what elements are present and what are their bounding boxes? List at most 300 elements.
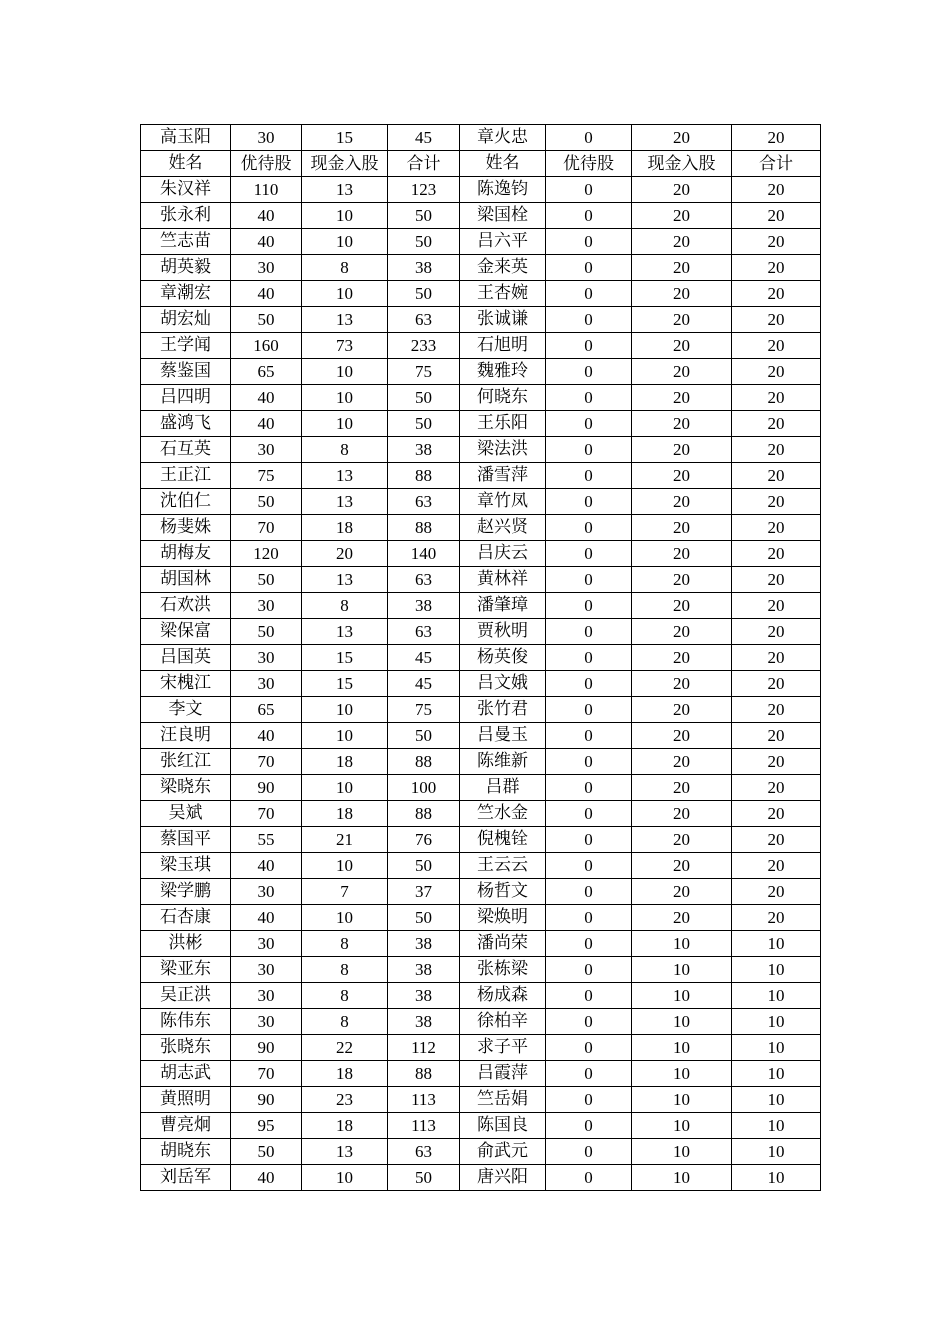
table-row xyxy=(141,203,821,229)
table-row xyxy=(141,255,821,281)
right-cash-shares-cell: 20 xyxy=(632,775,732,801)
right-name-cell: 金来英 xyxy=(460,255,546,281)
left-cash-shares-cell: 10 xyxy=(302,385,388,411)
left-total-cell: 50 xyxy=(388,723,460,749)
right-total-cell: 20 xyxy=(732,723,821,749)
right-cash-shares-cell: 10 xyxy=(632,1009,732,1035)
left-cash-shares-cell: 13 xyxy=(302,619,388,645)
right-name-cell: 梁法洪 xyxy=(460,437,546,463)
table-row xyxy=(141,1165,821,1191)
right-name-cell: 王杏婉 xyxy=(460,281,546,307)
right-cash-shares-cell: 20 xyxy=(632,177,732,203)
left-total-cell: 63 xyxy=(388,1139,460,1165)
left-name-cell: 吴斌 xyxy=(141,801,231,827)
right-total-cell: 20 xyxy=(732,333,821,359)
right-cash-shares-cell: 20 xyxy=(632,593,732,619)
left-total-cell: 50 xyxy=(388,905,460,931)
right-total-cell: 10 xyxy=(732,1061,821,1087)
left-cash-shares-cell: 8 xyxy=(302,931,388,957)
table-row xyxy=(141,931,821,957)
left-cash-shares-cell: 13 xyxy=(302,177,388,203)
left-name-cell: 梁学鹏 xyxy=(141,879,231,905)
left-preferential-shares-cell: 30 xyxy=(231,593,302,619)
right-preferential-shares-cell: 0 xyxy=(546,1061,632,1087)
table-row xyxy=(141,463,821,489)
left-name-cell: 梁亚东 xyxy=(141,957,231,983)
left-preferential-shares-cell: 30 xyxy=(231,1009,302,1035)
right-cash-shares-cell: 20 xyxy=(632,489,732,515)
left-cash-shares-cell: 现金入股 xyxy=(302,151,388,177)
left-name-cell: 胡志武 xyxy=(141,1061,231,1087)
table-row xyxy=(141,125,821,151)
table-row xyxy=(141,281,821,307)
right-name-cell: 吕群 xyxy=(460,775,546,801)
left-preferential-shares-cell: 70 xyxy=(231,515,302,541)
right-name-cell: 石旭明 xyxy=(460,333,546,359)
left-total-cell: 88 xyxy=(388,463,460,489)
left-name-cell: 张红江 xyxy=(141,749,231,775)
right-preferential-shares-cell: 0 xyxy=(546,1035,632,1061)
right-name-cell: 竺水金 xyxy=(460,801,546,827)
right-total-cell: 合计 xyxy=(732,151,821,177)
table-row xyxy=(141,229,821,255)
left-cash-shares-cell: 10 xyxy=(302,697,388,723)
left-cash-shares-cell: 18 xyxy=(302,801,388,827)
right-preferential-shares-cell: 0 xyxy=(546,931,632,957)
left-preferential-shares-cell: 70 xyxy=(231,801,302,827)
left-cash-shares-cell: 8 xyxy=(302,957,388,983)
table-row xyxy=(141,723,821,749)
table-row xyxy=(141,437,821,463)
right-preferential-shares-cell: 0 xyxy=(546,411,632,437)
left-total-cell: 63 xyxy=(388,619,460,645)
left-total-cell: 63 xyxy=(388,307,460,333)
left-name-cell: 姓名 xyxy=(141,151,231,177)
right-cash-shares-cell: 20 xyxy=(632,879,732,905)
left-preferential-shares-cell: 65 xyxy=(231,359,302,385)
left-total-cell: 75 xyxy=(388,697,460,723)
left-name-cell: 石互英 xyxy=(141,437,231,463)
right-total-cell: 20 xyxy=(732,177,821,203)
left-total-cell: 123 xyxy=(388,177,460,203)
right-name-cell: 梁国栓 xyxy=(460,203,546,229)
right-name-cell: 梁焕明 xyxy=(460,905,546,931)
table-row xyxy=(141,801,821,827)
right-total-cell: 10 xyxy=(732,1087,821,1113)
left-total-cell: 76 xyxy=(388,827,460,853)
right-cash-shares-cell: 10 xyxy=(632,1139,732,1165)
right-preferential-shares-cell: 0 xyxy=(546,1139,632,1165)
share-table xyxy=(140,124,821,1191)
left-cash-shares-cell: 23 xyxy=(302,1087,388,1113)
right-name-cell: 吕庆云 xyxy=(460,541,546,567)
table-row xyxy=(141,1087,821,1113)
left-preferential-shares-cell: 50 xyxy=(231,567,302,593)
right-preferential-shares-cell: 0 xyxy=(546,1113,632,1139)
right-name-cell: 潘雪萍 xyxy=(460,463,546,489)
table-body xyxy=(141,125,821,1191)
left-preferential-shares-cell: 75 xyxy=(231,463,302,489)
left-total-cell: 50 xyxy=(388,1165,460,1191)
left-cash-shares-cell: 8 xyxy=(302,255,388,281)
right-cash-shares-cell: 10 xyxy=(632,1087,732,1113)
left-total-cell: 112 xyxy=(388,1035,460,1061)
left-preferential-shares-cell: 30 xyxy=(231,671,302,697)
table-row xyxy=(141,177,821,203)
right-cash-shares-cell: 20 xyxy=(632,619,732,645)
right-cash-shares-cell: 10 xyxy=(632,1113,732,1139)
right-name-cell: 俞武元 xyxy=(460,1139,546,1165)
left-cash-shares-cell: 10 xyxy=(302,359,388,385)
right-preferential-shares-cell: 0 xyxy=(546,749,632,775)
right-cash-shares-cell: 20 xyxy=(632,385,732,411)
right-preferential-shares-cell: 0 xyxy=(546,307,632,333)
right-name-cell: 杨成森 xyxy=(460,983,546,1009)
left-name-cell: 李文 xyxy=(141,697,231,723)
right-cash-shares-cell: 20 xyxy=(632,749,732,775)
left-cash-shares-cell: 10 xyxy=(302,853,388,879)
right-name-cell: 吕霞萍 xyxy=(460,1061,546,1087)
right-total-cell: 20 xyxy=(732,229,821,255)
left-cash-shares-cell: 10 xyxy=(302,281,388,307)
right-preferential-shares-cell: 0 xyxy=(546,801,632,827)
left-name-cell: 盛鸿飞 xyxy=(141,411,231,437)
table-row xyxy=(141,567,821,593)
left-total-cell: 37 xyxy=(388,879,460,905)
left-cash-shares-cell: 7 xyxy=(302,879,388,905)
left-preferential-shares-cell: 30 xyxy=(231,957,302,983)
table-row xyxy=(141,1035,821,1061)
right-name-cell: 吕六平 xyxy=(460,229,546,255)
right-total-cell: 20 xyxy=(732,281,821,307)
left-total-cell: 50 xyxy=(388,281,460,307)
left-cash-shares-cell: 10 xyxy=(302,723,388,749)
right-total-cell: 20 xyxy=(732,593,821,619)
right-name-cell: 陈维新 xyxy=(460,749,546,775)
right-total-cell: 10 xyxy=(732,931,821,957)
right-total-cell: 20 xyxy=(732,749,821,775)
table-row xyxy=(141,489,821,515)
right-cash-shares-cell: 20 xyxy=(632,281,732,307)
left-total-cell: 88 xyxy=(388,1061,460,1087)
right-cash-shares-cell: 20 xyxy=(632,359,732,385)
left-total-cell: 38 xyxy=(388,1009,460,1035)
left-name-cell: 梁晓东 xyxy=(141,775,231,801)
right-total-cell: 20 xyxy=(732,801,821,827)
left-preferential-shares-cell: 30 xyxy=(231,437,302,463)
right-total-cell: 10 xyxy=(732,1113,821,1139)
left-name-cell: 杨斐姝 xyxy=(141,515,231,541)
right-name-cell: 张竹君 xyxy=(460,697,546,723)
left-preferential-shares-cell: 160 xyxy=(231,333,302,359)
table-row xyxy=(141,905,821,931)
right-total-cell: 20 xyxy=(732,255,821,281)
left-name-cell: 胡梅友 xyxy=(141,541,231,567)
right-cash-shares-cell: 20 xyxy=(632,255,732,281)
right-total-cell: 10 xyxy=(732,983,821,1009)
left-name-cell: 王正江 xyxy=(141,463,231,489)
left-total-cell: 75 xyxy=(388,359,460,385)
table-row xyxy=(141,1061,821,1087)
right-cash-shares-cell: 20 xyxy=(632,125,732,151)
left-name-cell: 朱汉祥 xyxy=(141,177,231,203)
left-name-cell: 王学闻 xyxy=(141,333,231,359)
right-preferential-shares-cell: 0 xyxy=(546,723,632,749)
right-name-cell: 竺岳娟 xyxy=(460,1087,546,1113)
right-preferential-shares-cell: 0 xyxy=(546,385,632,411)
left-cash-shares-cell: 20 xyxy=(302,541,388,567)
right-preferential-shares-cell: 0 xyxy=(546,827,632,853)
left-total-cell: 38 xyxy=(388,437,460,463)
right-cash-shares-cell: 20 xyxy=(632,645,732,671)
left-preferential-shares-cell: 95 xyxy=(231,1113,302,1139)
left-name-cell: 胡晓东 xyxy=(141,1139,231,1165)
left-total-cell: 233 xyxy=(388,333,460,359)
right-name-cell: 王乐阳 xyxy=(460,411,546,437)
right-cash-shares-cell: 现金入股 xyxy=(632,151,732,177)
table-row xyxy=(141,307,821,333)
right-preferential-shares-cell: 0 xyxy=(546,1165,632,1191)
right-preferential-shares-cell: 0 xyxy=(546,203,632,229)
left-total-cell: 140 xyxy=(388,541,460,567)
table-row xyxy=(141,515,821,541)
left-preferential-shares-cell: 30 xyxy=(231,931,302,957)
header-row xyxy=(141,151,821,177)
right-total-cell: 20 xyxy=(732,697,821,723)
left-name-cell: 汪良明 xyxy=(141,723,231,749)
table-row xyxy=(141,359,821,385)
left-total-cell: 88 xyxy=(388,515,460,541)
right-preferential-shares-cell: 0 xyxy=(546,229,632,255)
table-row xyxy=(141,1009,821,1035)
left-cash-shares-cell: 13 xyxy=(302,463,388,489)
table-row xyxy=(141,593,821,619)
table-row xyxy=(141,1113,821,1139)
left-cash-shares-cell: 15 xyxy=(302,645,388,671)
right-total-cell: 20 xyxy=(732,437,821,463)
right-preferential-shares-cell: 0 xyxy=(546,567,632,593)
right-name-cell: 黄林祥 xyxy=(460,567,546,593)
left-total-cell: 38 xyxy=(388,255,460,281)
right-name-cell: 潘尚荣 xyxy=(460,931,546,957)
left-total-cell: 88 xyxy=(388,801,460,827)
left-preferential-shares-cell: 120 xyxy=(231,541,302,567)
table-row xyxy=(141,827,821,853)
right-total-cell: 20 xyxy=(732,463,821,489)
right-total-cell: 20 xyxy=(732,619,821,645)
right-name-cell: 杨英俊 xyxy=(460,645,546,671)
right-preferential-shares-cell: 0 xyxy=(546,281,632,307)
right-name-cell: 杨哲文 xyxy=(460,879,546,905)
left-name-cell: 蔡国平 xyxy=(141,827,231,853)
left-cash-shares-cell: 8 xyxy=(302,593,388,619)
left-preferential-shares-cell: 40 xyxy=(231,411,302,437)
right-preferential-shares-cell: 0 xyxy=(546,515,632,541)
right-cash-shares-cell: 20 xyxy=(632,697,732,723)
right-preferential-shares-cell: 0 xyxy=(546,125,632,151)
right-preferential-shares-cell: 0 xyxy=(546,671,632,697)
left-name-cell: 胡宏灿 xyxy=(141,307,231,333)
right-preferential-shares-cell: 0 xyxy=(546,645,632,671)
right-total-cell: 20 xyxy=(732,385,821,411)
right-name-cell: 倪槐铨 xyxy=(460,827,546,853)
left-preferential-shares-cell: 40 xyxy=(231,1165,302,1191)
left-total-cell: 50 xyxy=(388,853,460,879)
right-name-cell: 魏雅玲 xyxy=(460,359,546,385)
left-preferential-shares-cell: 30 xyxy=(231,983,302,1009)
right-total-cell: 20 xyxy=(732,307,821,333)
right-cash-shares-cell: 20 xyxy=(632,515,732,541)
right-name-cell: 吕文娥 xyxy=(460,671,546,697)
right-total-cell: 10 xyxy=(732,1165,821,1191)
left-total-cell: 38 xyxy=(388,593,460,619)
left-preferential-shares-cell: 50 xyxy=(231,307,302,333)
left-total-cell: 45 xyxy=(388,645,460,671)
left-preferential-shares-cell: 40 xyxy=(231,723,302,749)
right-total-cell: 10 xyxy=(732,1139,821,1165)
left-name-cell: 高玉阳 xyxy=(141,125,231,151)
table-row xyxy=(141,1139,821,1165)
right-preferential-shares-cell: 优待股 xyxy=(546,151,632,177)
left-cash-shares-cell: 13 xyxy=(302,307,388,333)
left-name-cell: 竺志苗 xyxy=(141,229,231,255)
right-name-cell: 贾秋明 xyxy=(460,619,546,645)
right-preferential-shares-cell: 0 xyxy=(546,905,632,931)
right-total-cell: 20 xyxy=(732,203,821,229)
left-cash-shares-cell: 10 xyxy=(302,905,388,931)
right-cash-shares-cell: 10 xyxy=(632,983,732,1009)
left-preferential-shares-cell: 40 xyxy=(231,385,302,411)
right-total-cell: 20 xyxy=(732,775,821,801)
right-preferential-shares-cell: 0 xyxy=(546,1087,632,1113)
right-name-cell: 赵兴贤 xyxy=(460,515,546,541)
right-cash-shares-cell: 20 xyxy=(632,827,732,853)
left-name-cell: 张永利 xyxy=(141,203,231,229)
right-total-cell: 20 xyxy=(732,541,821,567)
right-preferential-shares-cell: 0 xyxy=(546,541,632,567)
right-total-cell: 20 xyxy=(732,853,821,879)
left-name-cell: 刘岳军 xyxy=(141,1165,231,1191)
left-name-cell: 蔡鉴国 xyxy=(141,359,231,385)
right-total-cell: 20 xyxy=(732,359,821,385)
right-preferential-shares-cell: 0 xyxy=(546,593,632,619)
left-preferential-shares-cell: 50 xyxy=(231,1139,302,1165)
right-cash-shares-cell: 20 xyxy=(632,411,732,437)
left-cash-shares-cell: 10 xyxy=(302,775,388,801)
right-name-cell: 吕曼玉 xyxy=(460,723,546,749)
left-cash-shares-cell: 21 xyxy=(302,827,388,853)
right-cash-shares-cell: 20 xyxy=(632,905,732,931)
left-name-cell: 宋槐江 xyxy=(141,671,231,697)
left-cash-shares-cell: 13 xyxy=(302,489,388,515)
right-name-cell: 陈逸钧 xyxy=(460,177,546,203)
left-preferential-shares-cell: 65 xyxy=(231,697,302,723)
left-name-cell: 梁保富 xyxy=(141,619,231,645)
table-row xyxy=(141,385,821,411)
left-cash-shares-cell: 15 xyxy=(302,671,388,697)
right-total-cell: 20 xyxy=(732,489,821,515)
right-name-cell: 陈国良 xyxy=(460,1113,546,1139)
right-cash-shares-cell: 20 xyxy=(632,853,732,879)
left-cash-shares-cell: 10 xyxy=(302,411,388,437)
left-name-cell: 张晓东 xyxy=(141,1035,231,1061)
right-preferential-shares-cell: 0 xyxy=(546,983,632,1009)
left-name-cell: 胡国林 xyxy=(141,567,231,593)
left-preferential-shares-cell: 70 xyxy=(231,749,302,775)
left-name-cell: 石杏康 xyxy=(141,905,231,931)
left-preferential-shares-cell: 70 xyxy=(231,1061,302,1087)
right-preferential-shares-cell: 0 xyxy=(546,697,632,723)
table-row xyxy=(141,879,821,905)
right-cash-shares-cell: 10 xyxy=(632,957,732,983)
left-total-cell: 50 xyxy=(388,411,460,437)
left-total-cell: 45 xyxy=(388,671,460,697)
left-cash-shares-cell: 13 xyxy=(302,1139,388,1165)
right-cash-shares-cell: 10 xyxy=(632,931,732,957)
right-preferential-shares-cell: 0 xyxy=(546,177,632,203)
table-row xyxy=(141,957,821,983)
right-name-cell: 何晓东 xyxy=(460,385,546,411)
left-name-cell: 黄照明 xyxy=(141,1087,231,1113)
left-cash-shares-cell: 13 xyxy=(302,567,388,593)
right-cash-shares-cell: 20 xyxy=(632,463,732,489)
left-cash-shares-cell: 22 xyxy=(302,1035,388,1061)
right-preferential-shares-cell: 0 xyxy=(546,957,632,983)
right-total-cell: 10 xyxy=(732,1035,821,1061)
right-cash-shares-cell: 20 xyxy=(632,541,732,567)
right-name-cell: 章竹凤 xyxy=(460,489,546,515)
table-row xyxy=(141,749,821,775)
left-cash-shares-cell: 15 xyxy=(302,125,388,151)
right-cash-shares-cell: 20 xyxy=(632,723,732,749)
right-total-cell: 20 xyxy=(732,879,821,905)
left-preferential-shares-cell: 90 xyxy=(231,775,302,801)
left-preferential-shares-cell: 40 xyxy=(231,229,302,255)
right-cash-shares-cell: 10 xyxy=(632,1035,732,1061)
table-row xyxy=(141,333,821,359)
left-preferential-shares-cell: 40 xyxy=(231,203,302,229)
left-cash-shares-cell: 18 xyxy=(302,1113,388,1139)
right-total-cell: 20 xyxy=(732,411,821,437)
left-total-cell: 88 xyxy=(388,749,460,775)
right-preferential-shares-cell: 0 xyxy=(546,879,632,905)
right-name-cell: 徐柏辛 xyxy=(460,1009,546,1035)
right-total-cell: 20 xyxy=(732,827,821,853)
right-preferential-shares-cell: 0 xyxy=(546,333,632,359)
left-cash-shares-cell: 18 xyxy=(302,1061,388,1087)
right-preferential-shares-cell: 0 xyxy=(546,775,632,801)
right-cash-shares-cell: 10 xyxy=(632,1165,732,1191)
right-name-cell: 潘肇璋 xyxy=(460,593,546,619)
table-row xyxy=(141,645,821,671)
table-row xyxy=(141,671,821,697)
left-name-cell: 曹亮炯 xyxy=(141,1113,231,1139)
right-preferential-shares-cell: 0 xyxy=(546,489,632,515)
left-preferential-shares-cell: 40 xyxy=(231,853,302,879)
right-cash-shares-cell: 10 xyxy=(632,1061,732,1087)
left-name-cell: 沈伯仁 xyxy=(141,489,231,515)
right-total-cell: 20 xyxy=(732,671,821,697)
left-name-cell: 陈伟东 xyxy=(141,1009,231,1035)
left-preferential-shares-cell: 优待股 xyxy=(231,151,302,177)
right-preferential-shares-cell: 0 xyxy=(546,463,632,489)
left-preferential-shares-cell: 110 xyxy=(231,177,302,203)
right-name-cell: 章火忠 xyxy=(460,125,546,151)
left-cash-shares-cell: 18 xyxy=(302,749,388,775)
table-row xyxy=(141,775,821,801)
left-total-cell: 50 xyxy=(388,229,460,255)
table-row xyxy=(141,697,821,723)
